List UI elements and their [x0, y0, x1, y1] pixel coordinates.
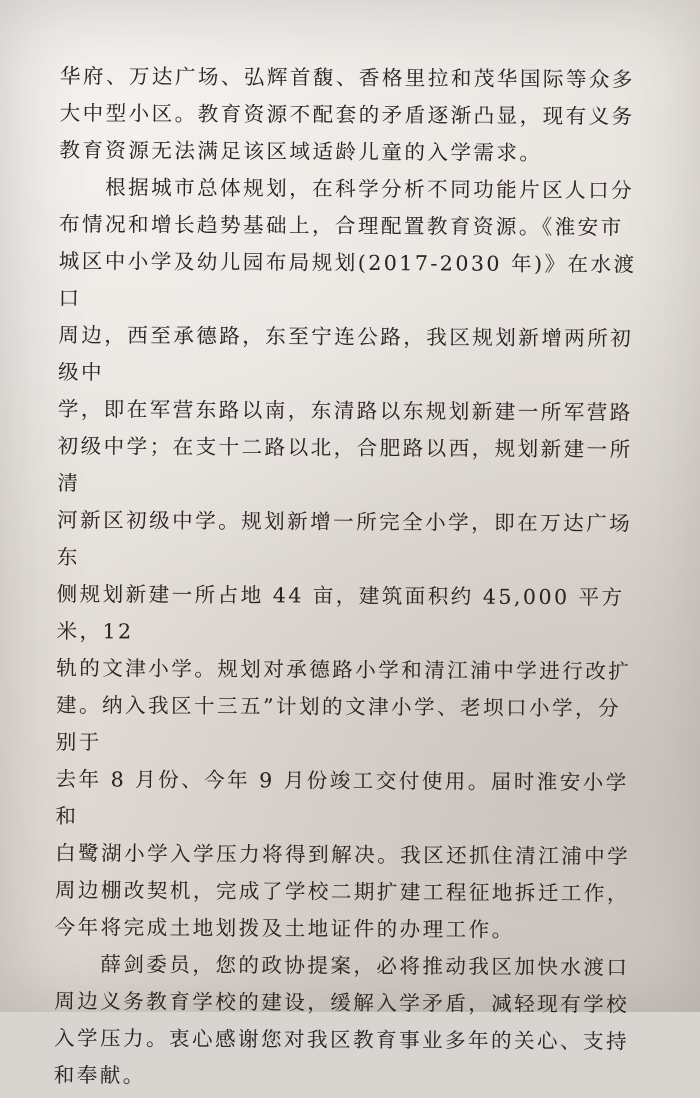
- paragraph-plan: 根据城市总体规划，在科学分析不同功能片区人口分 布情况和增长趋势基础上，合理配置教育资源。《淮安市 城区中小学及幼儿园布局规划(2017-2030 年)》在水渡口 周边，西至承德路，东至宁连公路，我区规划新增两所初级中 学，即在军营东路以南，东清路以东规划新建一所军营路 初级中学；在支十二路以北，合肥路以西，规划新建一所清 河新区初级中学。规划新增一所完全小学，即在万达广场东 侧规划新建一所占地 44 亩，建筑面积约 45,000 平方米，12 轨的文津小学。规划对承德路小学和清江浦中学进行改扩 建。纳入我区十三五”计划的文津小学、老坝口小学，分别于 去年 8 月份、今年 9 月份竣工交付使用。届时淮安小学和 白鹭湖小学入学压力将得到解决。我区还抓住清江浦中学 周边棚改契机，完成了学校二期扩建工程征地拆迁工作， 今年将完成土地划拨及土地证件的办理工作。: [54, 174, 637, 942]
- paragraph-intro: 华府、万达广场、弘辉首馥、香格里拉和茂华国际等众多 大中型小区。教育资源不配套的矛盾逐渐凸显，现有义务 教育资源无法满足该区域适龄儿童的入学需求。: [59, 63, 635, 165]
- document-page: [53, 58, 640, 1088]
- paragraph-closing: 薛剑委员，您的政协提案，必将推动我区加快水渡口 周边义务教育学校的建设，缓解入学矛盾，减轻现有学校 入学压力。衷心感谢您对我区教育事业多年的关心、支持 和奉献。: [53, 951, 630, 1088]
